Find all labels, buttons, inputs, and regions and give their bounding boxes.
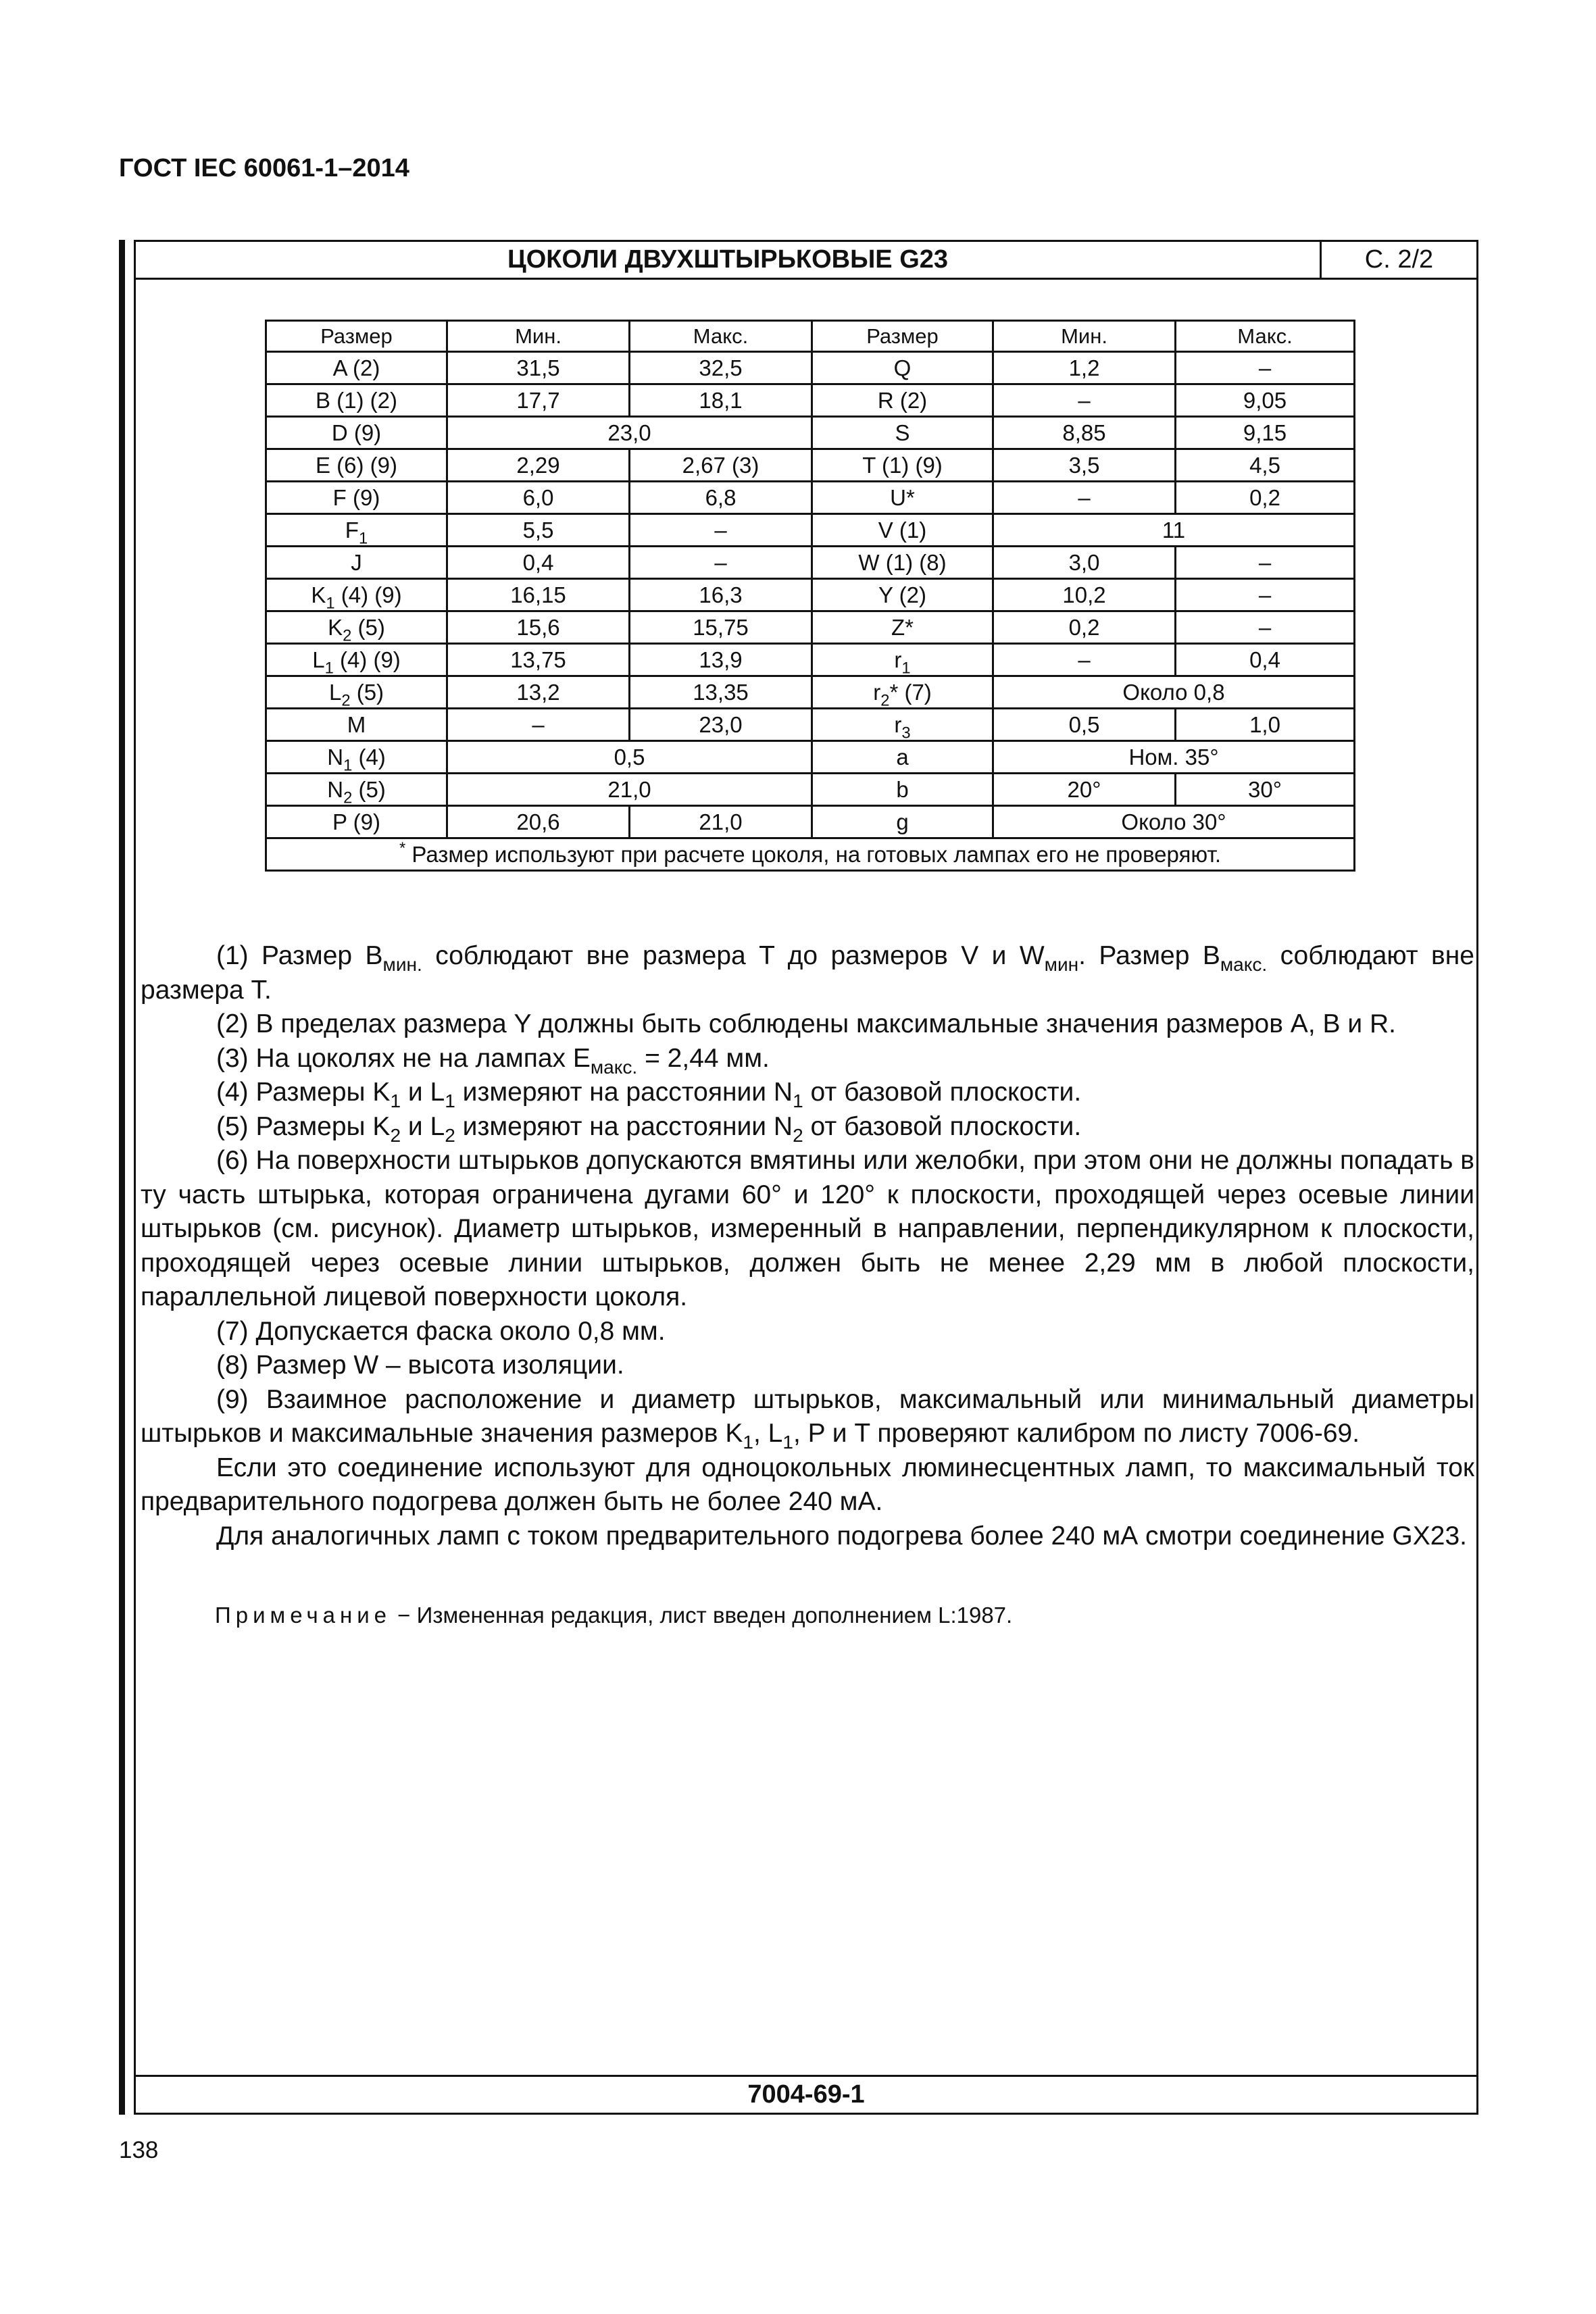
table-cell: J: [266, 547, 447, 579]
table-cell: $F_1$: [266, 514, 447, 547]
sheet-number: С. 2/2: [1364, 245, 1434, 274]
table-cell: –: [630, 514, 812, 547]
paragraph-preheat: Если это соединение используют для одноцокольных люминесцентных ламп, то максимальный ток предварительного подогрева должен быть не более 240 мА.: [141, 1453, 1474, 1516]
note-6: (6) На поверхности штырьков допускаются вмятины или желобки, при этом они не должны попадать в ту часть штырька, которая ограничена дугами 60° и 120° к плоскости, проходящей через осевые линии штырьков (см. рисунок). Диаметр штырьков, измеренный в направлении, перпендикулярном к плоскости, проходящей через осевые линии штырьков, должен быть не менее 2,29 мм в любой плоскости, параллельной лицевой поверхности цоколя.: [141, 1146, 1474, 1311]
table-cell: $N_1$ (4): [266, 741, 447, 774]
table-cell: 31,5: [447, 352, 630, 384]
table-cell: Z*: [812, 611, 993, 644]
table-cell: P (9): [266, 806, 447, 838]
table-cell: g: [812, 806, 993, 838]
table-cell: 23,0: [630, 709, 812, 741]
notes-block: [141, 939, 1474, 1553]
table-cell: 10,2: [993, 579, 1176, 611]
table-cell: 15,75: [630, 611, 812, 644]
table-row: [266, 806, 1355, 838]
table-cell: –: [993, 384, 1176, 417]
table-cell: M: [266, 709, 447, 741]
table-cell: 21,0: [630, 806, 812, 838]
table-cell: 20°: [993, 774, 1176, 806]
table-cell: 13,9: [630, 644, 812, 676]
table-cell: 13,35: [630, 676, 812, 709]
table-cell: Y (2): [812, 579, 993, 611]
paragraph-gx23: Для аналогичных ламп с током предварительного подогрева более 240 мА смотри соединение GX23.: [216, 1521, 1467, 1551]
table-row: [266, 482, 1355, 514]
table-cell: W (1) (8): [812, 547, 993, 579]
table-cell: –: [1176, 611, 1355, 644]
table-cell: 11: [993, 514, 1355, 547]
table-cell: a: [812, 741, 993, 774]
table-cell: 0,4: [1176, 644, 1355, 676]
header-min-1: Мин.: [447, 321, 630, 352]
table-cell: 0,5: [993, 709, 1176, 741]
table-cell: 0,5: [447, 741, 812, 774]
header-size-1: Размер: [266, 321, 447, 352]
note-7: (7) Допускается фаска около 0,8 мм.: [216, 1316, 666, 1346]
table-cell: 4,5: [1176, 449, 1355, 482]
table-row: [266, 676, 1355, 709]
left-margin-bar: [119, 240, 125, 2115]
note-4: (4) Размеры $K_1$ и $L_1$ измеряют на расстоянии $N_1$ от базовой плоскости.: [216, 1078, 1082, 1111]
header-size-2: Размер: [812, 321, 993, 352]
table-cell: 13,2: [447, 676, 630, 709]
table-cell: 20,6: [447, 806, 630, 838]
table-cell: 9,05: [1176, 384, 1355, 417]
table-row: [266, 644, 1355, 676]
table-cell: $L_1$ (4) (9): [266, 644, 447, 676]
table-cell: –: [1176, 352, 1355, 384]
note-3: (3) На цоколях не на лампах $E_{макс.} = 2,44$ мм.: [216, 1043, 770, 1078]
title-row: [136, 242, 1476, 280]
table-cell: $L_2$ (5): [266, 676, 447, 709]
table-cell: $K_1$ (4) (9): [266, 579, 447, 611]
table-cell: B (1) (2): [266, 384, 447, 417]
table-cell: 16,15: [447, 579, 630, 611]
table-cell: U*: [812, 482, 993, 514]
table-cell: 1,0: [1176, 709, 1355, 741]
table-cell: 9,15: [1176, 417, 1355, 449]
note-1: (1) Размер $B_{мин.}$ соблюдают вне размера T до размеров V и $W_{мин}$. Размер $B_{макс.}$ соблюдают вне размера T.: [141, 941, 1474, 1005]
remark-text: − Измененная редакция, лист введен дополнением L:1987.: [391, 1603, 1013, 1628]
table-cell: S: [812, 417, 993, 449]
table-row: [266, 514, 1355, 547]
table-cell: 16,3: [630, 579, 812, 611]
table-row: [266, 709, 1355, 741]
table-row: [266, 741, 1355, 774]
table-cell: 0,4: [447, 547, 630, 579]
table-row: [266, 449, 1355, 482]
table-cell: 0,2: [993, 611, 1176, 644]
table-row: [266, 774, 1355, 806]
note-2: (2) В пределах размера Y должны быть соблюдены максимальные значения размеров A, B и R.: [216, 1009, 1396, 1038]
table-cell: $r_3$: [812, 709, 993, 741]
header-max-2: Макс.: [1176, 321, 1355, 352]
table-cell: –: [1176, 547, 1355, 579]
table-cell: 15,6: [447, 611, 630, 644]
table-cell: T (1) (9): [812, 449, 993, 482]
table-cell: V (1): [812, 514, 993, 547]
table-cell: 3,0: [993, 547, 1176, 579]
table-cell: 32,5: [630, 352, 812, 384]
table-cell: D (9): [266, 417, 447, 449]
table-cell: –: [1176, 579, 1355, 611]
header-min-2: Мин.: [993, 321, 1176, 352]
footnote-mark: *: [399, 838, 406, 857]
table-cell: A (2): [266, 352, 447, 384]
table-cell: 13,75: [447, 644, 630, 676]
table-cell: 2,67 (3): [630, 449, 812, 482]
table-cell: –: [993, 482, 1176, 514]
table-cell: $N_2$ (5): [266, 774, 447, 806]
table-cell: 30°: [1176, 774, 1355, 806]
table-cell: R (2): [812, 384, 993, 417]
dimensions-table: [265, 320, 1355, 872]
table-cell: 1,2: [993, 352, 1176, 384]
table-row: [266, 417, 1355, 449]
table-row: [266, 547, 1355, 579]
table-row: [266, 611, 1355, 644]
table-row: [266, 384, 1355, 417]
table-cell: 18,1: [630, 384, 812, 417]
table-cell: –: [993, 644, 1176, 676]
table-cell: $K_2$ (5): [266, 611, 447, 644]
table-row: [266, 579, 1355, 611]
table-cell: 2,29: [447, 449, 630, 482]
note-8: (8) Размер W – высота изоляции.: [216, 1351, 624, 1380]
footnote-text: Размер используют при расчете цоколя, на готовых лампах его не проверяют.: [412, 841, 1222, 867]
table-cell: F (9): [266, 482, 447, 514]
table-cell: 5,5: [447, 514, 630, 547]
table-cell: Q: [812, 352, 993, 384]
table-cell: –: [630, 547, 812, 579]
table-cell: Около 0,8: [993, 676, 1355, 709]
table-cell: $r_1$: [812, 644, 993, 676]
table-footnote: [266, 838, 1355, 871]
note-5: (5) Размеры $K_2$ и $L_2$ измеряют на расстоянии $N_2$ от базовой плоскости.: [216, 1111, 1082, 1146]
table-cell: 17,7: [447, 384, 630, 417]
remark: [215, 1603, 1012, 1628]
table-cell: –: [447, 709, 630, 741]
remark-label: Примечание: [215, 1603, 392, 1628]
page-number: 138: [119, 2137, 159, 2163]
table-cell: 23,0: [447, 417, 812, 449]
table-row: [266, 352, 1355, 384]
table-cell: 6,0: [447, 482, 630, 514]
table-cell: b: [812, 774, 993, 806]
table-cell: 3,5: [993, 449, 1176, 482]
table-cell: Около 30°: [993, 806, 1355, 838]
table-cell: 0,2: [1176, 482, 1355, 514]
table-cell: Ном. 35°: [993, 741, 1355, 774]
document-header: ГОСТ IEC 60061-1–2014: [119, 154, 409, 182]
table-cell: 6,8: [630, 482, 812, 514]
sheet-title: ЦОКОЛИ ДВУХШТЫРЬКОВЫЕ G23: [507, 245, 949, 274]
table-footnote-row: [266, 838, 1355, 871]
table-cell: 8,85: [993, 417, 1176, 449]
note-9: (9) Взаимное расположение и диаметр штырьков, максимальный или минимальный диаметры штырьков и максимальные значения размеров $K_1$, $L_1$, P и T проверяют калибром по листу 7006-69.: [141, 1384, 1474, 1453]
sheet-code: 7004-69-1: [136, 2075, 1476, 2113]
table-cell: 21,0: [447, 774, 812, 806]
table-header-row: [266, 321, 1355, 352]
header-max-1: Макс.: [630, 321, 812, 352]
table-cell: E (6) (9): [266, 449, 447, 482]
table-cell: $r_2*$ (7): [812, 676, 993, 709]
